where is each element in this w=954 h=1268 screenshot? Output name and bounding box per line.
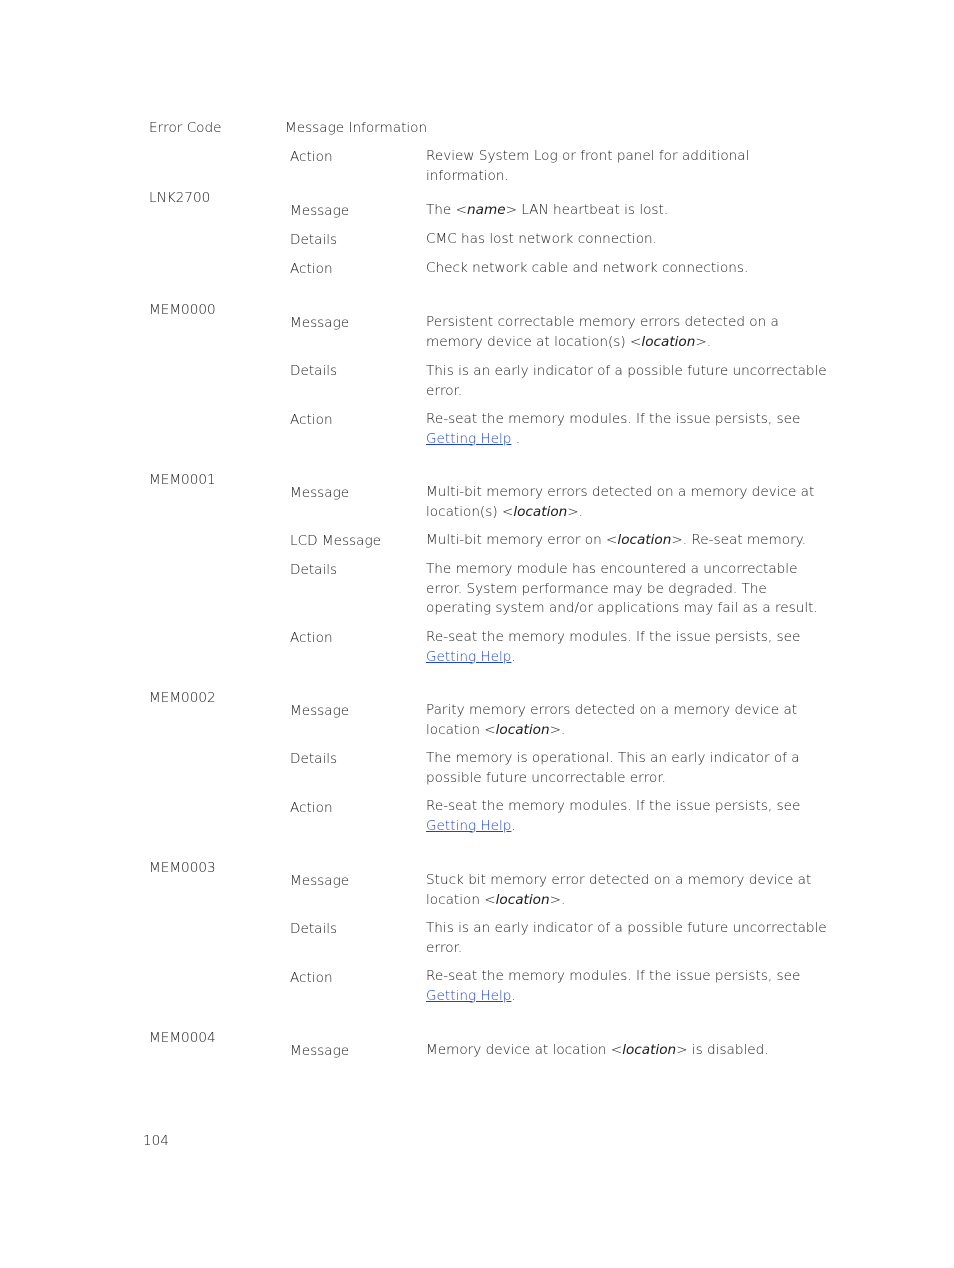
error-code: MEM0002	[149, 690, 216, 706]
placeholder-location: location	[622, 1042, 677, 1058]
field-value-details: CMC has lost network connection.	[426, 231, 657, 247]
page-number: 104	[143, 1133, 169, 1149]
text-run: Stuck bit memory error detected on a memory device at location <	[426, 872, 812, 908]
text-run: .	[511, 430, 521, 447]
field-label-action: Action	[290, 412, 333, 428]
field-value-message	[426, 483, 836, 522]
text-run: >.	[567, 503, 583, 520]
placeholder-location: location	[641, 333, 696, 350]
placeholder-name: name	[467, 202, 506, 218]
text-run: Memory device at location <	[426, 1042, 623, 1058]
text-run: >. Re-seat memory.	[671, 532, 807, 548]
field-value-details: This is an early indicator of a possible future uncorrectable error.	[426, 920, 827, 956]
field-value-action: Review System Log or front panel for additional information.	[426, 148, 750, 184]
text-run: Parity memory errors detected on a memory device at location <	[426, 702, 798, 738]
getting-help-link[interactable]: Getting Help	[426, 430, 512, 447]
field-label-message: Message	[290, 1043, 350, 1059]
text-run: The <	[426, 202, 467, 218]
field-value-action	[426, 797, 836, 836]
field-label-message: Message	[290, 485, 350, 501]
field-label-details: Details	[290, 921, 338, 937]
field-value-details: This is an early indicator of a possible future uncorrectable error.	[426, 363, 827, 399]
text-run: Persistent correctable memory errors detected on a memory device at location(s) <	[426, 314, 779, 350]
column-header-message-information: Message Information	[285, 120, 428, 136]
text-run: > LAN heartbeat is lost.	[505, 202, 669, 218]
placeholder-location: location	[513, 503, 568, 520]
text-run: .	[511, 817, 516, 834]
error-code: MEM0000	[149, 302, 216, 318]
field-label-details: Details	[290, 751, 338, 767]
field-label-details: Details	[290, 232, 338, 248]
field-value-action	[426, 967, 836, 1006]
field-label-details: Details	[290, 363, 338, 379]
text-run: Re-seat the memory modules. If the issue persists, see	[426, 411, 801, 427]
text-run: >.	[695, 333, 712, 350]
field-label-details: Details	[290, 562, 338, 578]
field-label-message: Message	[290, 873, 350, 889]
field-value-details: The memory is operational. This an early indicator of a possible future uncorrectable error.	[426, 750, 800, 786]
field-label-action: Action	[290, 630, 333, 646]
text-run: Multi-bit memory error on <	[426, 532, 618, 548]
field-value-message	[426, 701, 836, 740]
field-label-message: Message	[290, 315, 350, 331]
placeholder-location: location	[495, 891, 550, 908]
text-run: >.	[549, 721, 566, 738]
field-label-action: Action	[290, 261, 333, 277]
text-run: Re-seat the memory modules. If the issue persists, see	[426, 968, 801, 984]
field-label-lcd-message: LCD Message	[290, 533, 381, 549]
field-value-message	[426, 313, 836, 352]
field-value-message	[426, 871, 836, 910]
text-run: Re-seat the memory modules. If the issue persists, see	[426, 629, 801, 645]
text-run: > is disabled.	[676, 1042, 769, 1058]
field-value-lcd-message	[426, 531, 836, 551]
text-run: .	[511, 648, 516, 665]
field-value-action	[426, 410, 836, 449]
field-value-action	[426, 628, 836, 667]
error-code: MEM0004	[149, 1030, 216, 1046]
error-code: LNK2700	[149, 190, 211, 206]
field-value-message	[426, 1041, 836, 1061]
placeholder-location: location	[495, 721, 550, 738]
text-run: Multi-bit memory errors detected on a memory device at location(s) <	[426, 484, 815, 520]
error-code: MEM0001	[149, 472, 216, 488]
text-run: Re-seat the memory modules. If the issue persists, see	[426, 798, 801, 814]
getting-help-link[interactable]: Getting Help	[426, 648, 512, 665]
column-header-error-code: Error Code	[149, 120, 222, 136]
field-value-action: Check network cable and network connections.	[426, 260, 749, 276]
placeholder-location: location	[617, 532, 672, 548]
field-value-message	[426, 201, 836, 221]
field-label-action: Action	[290, 970, 333, 986]
getting-help-link[interactable]: Getting Help	[426, 987, 512, 1004]
text-run: .	[511, 987, 516, 1004]
field-label-message: Message	[290, 203, 350, 219]
field-label-action: Action	[290, 149, 333, 165]
error-code: MEM0003	[149, 860, 216, 876]
field-label-message: Message	[290, 703, 350, 719]
field-label-action: Action	[290, 800, 333, 816]
getting-help-link[interactable]: Getting Help	[426, 817, 512, 834]
text-run: >.	[549, 891, 566, 908]
field-value-details: The memory module has encountered a uncorrectable error. System performance may be degraded. The operating system and/or applications may fail as a result.	[426, 561, 818, 616]
